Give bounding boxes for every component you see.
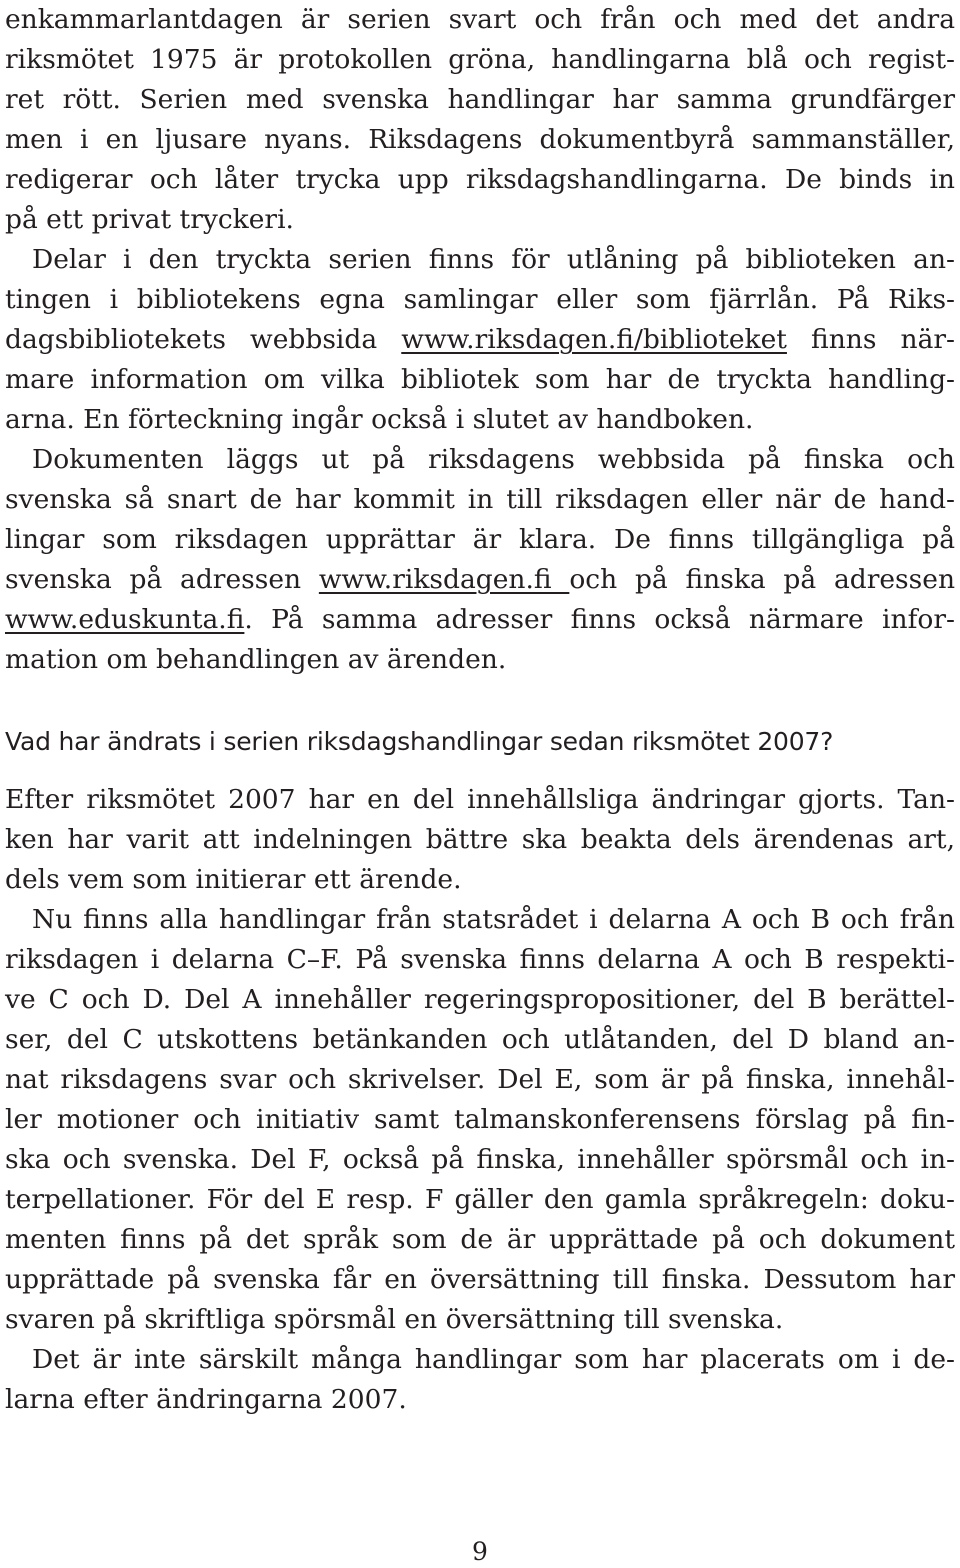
text-span: . På samma adresser finns också närmare infor- — [244, 604, 955, 635]
text-span: och på finska på adressen — [569, 564, 956, 595]
paragraph-line: Efter riksmötet 2007 har en del innehållsliga ändringar gjorts. Tan- — [5, 784, 955, 815]
paragraph-line: tingen i bibliotekens egna samlingar eller som fjärrlån. På Riks- — [5, 284, 955, 315]
paragraph-line: Nu finns alla handlingar från statsrådet i delarna A och B och från — [32, 904, 955, 935]
page-number: 9 — [472, 1537, 488, 1566]
paragraph-line: enkammarlantdagen är serien svart och från och med det andra — [5, 4, 955, 35]
text-span: dagsbibliotekets webbsida — [5, 324, 402, 355]
paragraph-line: arna. En förteckning ingår också i slutet av handboken. — [5, 404, 754, 435]
paragraph-line: ken har varit att indelningen bättre ska beakta dels ärendenas art, — [5, 824, 955, 855]
paragraph-line: menten finns på det språk som de är upprättade på och dokument — [5, 1224, 955, 1255]
riksdagen-link[interactable]: www.riksdagen.fi — [318, 564, 570, 595]
text-span: finns när- — [786, 324, 956, 355]
riksdagen-biblioteket-link[interactable]: www.riksdagen.fi/biblioteket — [401, 324, 787, 355]
paragraph-line: redigerar och låter trycka upp riksdagshandlingarna. De binds in — [5, 164, 955, 195]
paragraph-line: larna efter ändringarna 2007. — [5, 1384, 407, 1415]
eduskunta-link[interactable]: www.eduskunta.fi — [5, 604, 245, 635]
paragraph-line: Delar i den tryckta serien finns för utlåning på biblioteken an- — [32, 244, 955, 275]
paragraph-line: terpellationer. För del E resp. F gäller den gamla språkregeln: doku- — [5, 1184, 955, 1215]
paragraph-line: ve C och D. Del A innehåller regeringspropositioner, del B berättel- — [5, 984, 955, 1015]
paragraph-line: Det är inte särskilt många handlingar som har placerats om i de- — [32, 1344, 955, 1375]
paragraph-line: ska och svenska. Del F, också på finska, innehåller spörsmål och in- — [5, 1144, 955, 1175]
paragraph-line: mare information om vilka bibliotek som har de tryckta handling- — [5, 364, 955, 395]
paragraph-line: ret rött. Serien med svenska handlingar har samma grundfärger — [5, 84, 955, 115]
paragraph-line: ler motioner och initiativ samt talmanskonferensens förslag på fin- — [5, 1104, 955, 1135]
paragraph-line: riksdagen i delarna C–F. På svenska finns delarna A och B respekti- — [5, 944, 955, 975]
paragraph-line — [5, 320, 955, 360]
paragraph-line: dels vem som initierar ett ärende. — [5, 864, 462, 895]
paragraph-line: upprättade på svenska får en översättning till finska. Dessutom har — [5, 1264, 955, 1295]
paragraph-line: nat riksdagens svar och skrivelser. Del E, som är på finska, innehål- — [5, 1064, 955, 1095]
paragraph-line: svenska så snart de har kommit in till riksdagen eller när de hand- — [5, 484, 955, 515]
section-heading: Vad har ändrats i serien riksdagshandlingar sedan riksmötet 2007? — [5, 727, 834, 756]
paragraph-line: men i en ljusare nyans. Riksdagens dokumentbyrå sammanställer, — [5, 124, 955, 155]
paragraph-line: mation om behandlingen av ärenden. — [5, 644, 507, 675]
paragraph-line: ser, del C utskottens betänkanden och utlåtanden, del D bland an- — [5, 1024, 955, 1055]
paragraph-line: Dokumenten läggs ut på riksdagens webbsida på finska och — [32, 444, 955, 475]
paragraph-line: på ett privat tryckeri. — [5, 204, 294, 235]
paragraph-line — [5, 600, 955, 640]
paragraph-line: lingar som riksdagen upprättar är klara. De finns tillgängliga på — [5, 524, 955, 555]
paragraph-line: riksmötet 1975 är protokollen gröna, handlingarna blå och regist- — [5, 44, 955, 75]
paragraph-line — [5, 560, 955, 600]
paragraph-line: svaren på skriftliga spörsmål en översättning till svenska. — [5, 1304, 784, 1335]
text-span: svenska på adressen — [5, 564, 319, 595]
